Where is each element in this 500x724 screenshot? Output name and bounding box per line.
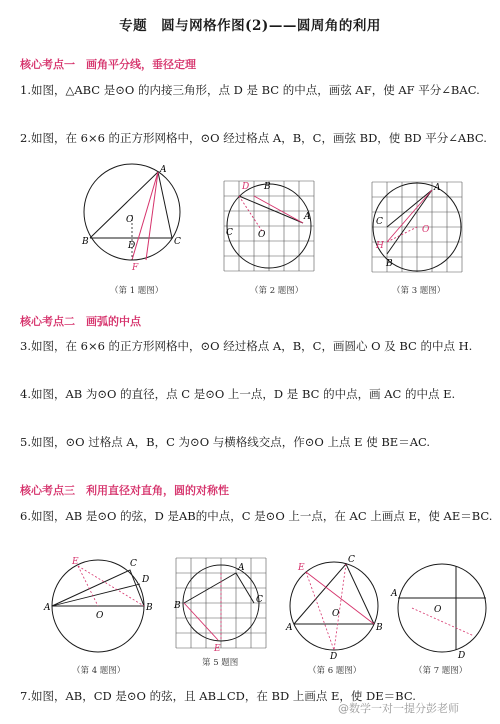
svg-text:A: A: [286, 623, 293, 633]
svg-text:O: O: [434, 605, 442, 615]
caption-figure-2: （第 2 题图）: [250, 286, 304, 296]
svg-text:O: O: [126, 215, 134, 225]
svg-text:E: E: [214, 644, 221, 654]
svg-text:D: D: [128, 241, 136, 251]
caption-figure-7: （第 7 题图）: [414, 666, 468, 676]
figure-1-diagram: [80, 160, 200, 280]
svg-text:C: C: [226, 228, 233, 238]
svg-text:D: D: [458, 651, 466, 661]
section-heading-1: 核心考点一 画角平分线，垂径定理: [20, 58, 196, 71]
svg-text:C: C: [376, 217, 383, 227]
figure-6-diagram: [284, 552, 386, 660]
figure-7-diagram: [392, 556, 492, 660]
problem-1: 1.如图，△ABC 是⊙O 的内接三角形，点 D 是 BC 的中点，画弦 AF，使 AF 平分∠BAC.: [20, 83, 480, 97]
svg-text:B: B: [386, 259, 393, 269]
svg-text:A: A: [391, 589, 398, 599]
svg-text:C: C: [130, 559, 137, 569]
svg-text:B: B: [82, 237, 89, 247]
figure-4-diagram: [44, 552, 152, 660]
figure-3-diagram: [366, 176, 468, 278]
svg-text:C: C: [348, 555, 355, 565]
problem-5: 5.如图，⊙O 过格点 A，B，C 为⊙O 与横格线交点，作⊙O 上点 E 使 BE＝AC.: [20, 435, 431, 449]
svg-text:A: A: [434, 183, 441, 193]
problem-7: 7.如图，AB，CD 是⊙O 的弦，且 AB⊥CD，在 BD 上画点 E，使 DE＝BC.: [20, 689, 416, 703]
section-heading-3: 核心考点三 利用直径对直角，圆的对称性: [20, 484, 229, 497]
svg-text:B: B: [376, 623, 383, 633]
svg-text:B: B: [264, 182, 271, 192]
svg-text:D: D: [142, 575, 150, 585]
svg-text:O: O: [422, 225, 430, 235]
svg-text:O: O: [332, 609, 340, 619]
svg-text:C: C: [256, 595, 263, 605]
figure-2-diagram: [218, 175, 320, 277]
svg-text:B: B: [174, 601, 181, 611]
figure-5-diagram: [170, 552, 272, 654]
svg-text:E: E: [72, 557, 79, 567]
caption-figure-6: （第 6 题图）: [308, 666, 362, 676]
problem-2: 2.如图，在 6×6 的正方形网格中，⊙O 经过格点 A，B，C，画弦 BD，使 BD 平分∠ABC.: [20, 131, 487, 145]
svg-text:O: O: [258, 230, 266, 240]
caption-figure-4: （第 4 题图）: [72, 666, 126, 676]
svg-text:F: F: [132, 263, 139, 273]
svg-text:H: H: [376, 241, 384, 251]
problem-6: 6.如图，AB 是⊙O 的弦，D 是AB的中点，C 是⊙O 上一点，在 AC 上画点 E，使 AE＝BC.: [20, 509, 493, 523]
watermark-text: @数学一对一提分彭老师: [338, 702, 459, 715]
svg-text:A: A: [160, 165, 167, 175]
problem-3: 3.如图，在 6×6 的正方形网格中，⊙O 经过格点 A，B，C，画圆心 O 及 BC 的中点 H.: [20, 339, 473, 353]
section-heading-2: 核心考点二 画弧的中点: [20, 315, 141, 328]
svg-text:O: O: [96, 611, 104, 621]
svg-text:A: A: [304, 212, 311, 222]
svg-text:C: C: [174, 237, 181, 247]
svg-text:D: D: [330, 652, 338, 662]
svg-text:E: E: [298, 563, 305, 573]
svg-text:A: A: [238, 563, 245, 573]
caption-figure-5: 第 5 题图: [202, 658, 239, 668]
svg-text:A: A: [44, 603, 51, 613]
svg-text:B: B: [146, 603, 153, 613]
page-title: 专题 圆与网格作图(2)——圆周角的利用: [119, 18, 381, 34]
caption-figure-1: （第 1 题图）: [110, 286, 164, 296]
svg-text:D: D: [242, 182, 250, 192]
problem-4: 4.如图，AB 为⊙O 的直径，点 C 是⊙O 上一点，D 是 BC 的中点，画 AC 的中点 E.: [20, 387, 456, 401]
caption-figure-3: （第 3 题图）: [392, 286, 446, 296]
